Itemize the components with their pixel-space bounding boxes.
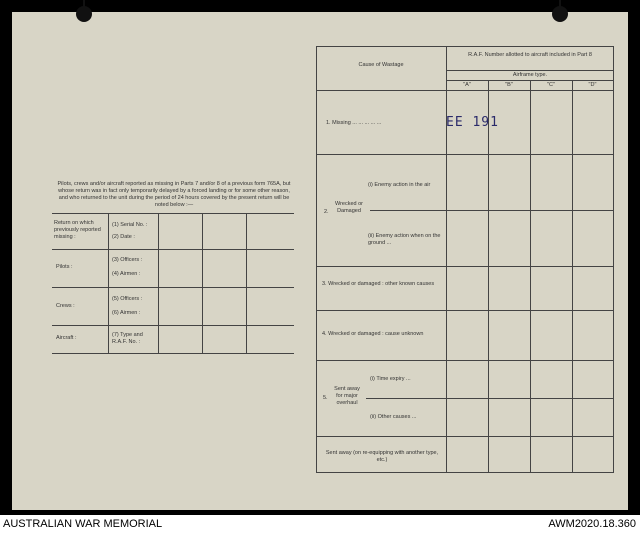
table-rule	[52, 287, 294, 288]
type-raf-label: (7) Type and R.A.F. No. :	[112, 332, 143, 345]
table-rule	[530, 80, 531, 472]
wrecked-unknown-label: 4. Wrecked or damaged : cause unknown	[322, 331, 424, 337]
table-rule	[316, 266, 614, 267]
wrecked-number: 2.	[324, 209, 329, 215]
col-a-header: "A"	[463, 82, 471, 88]
airframe-type-header: Airframe type.	[512, 72, 548, 78]
table-rule	[316, 46, 614, 47]
officers-label: (5) Officers :	[112, 296, 143, 302]
table-rule	[366, 398, 614, 399]
raf-header: R.A.F. Number allotted to aircraft included in Part 8	[468, 52, 592, 58]
table-rule	[488, 80, 489, 472]
table-rule	[316, 154, 614, 155]
other-causes-label: (ii) Other causes ...	[370, 414, 417, 420]
crews-label: Crews :	[56, 303, 75, 309]
wrecked-label: Wrecked or Damaged	[334, 201, 364, 214]
aircraft-label: Aircraft :	[56, 335, 77, 341]
handwritten-entry: EE 191	[446, 115, 499, 130]
table-rule	[316, 360, 614, 361]
missing-label: 1. Missing ... ... ... ... ...	[326, 120, 382, 126]
footer-left: AUSTRALIAN WAR MEMORIAL	[3, 518, 163, 530]
sent-overhaul-label: Sent away for major overhaul	[334, 386, 360, 406]
punch-hole	[552, 6, 568, 22]
table-rule	[316, 436, 614, 437]
table-rule	[572, 80, 573, 472]
table-rule	[316, 310, 614, 311]
officers-label: (3) Officers :	[112, 257, 143, 263]
serial-no-label: (1) Serial No. :	[112, 222, 148, 228]
table-rule	[108, 213, 109, 353]
enemy-ground-label: (ii) Enemy action when on the ground ...	[368, 233, 441, 246]
table-rule	[202, 213, 203, 353]
table-rule	[613, 46, 614, 472]
airmen-label: (6) Airmen :	[112, 310, 141, 316]
time-expiry-label: (i) Time expiry ...	[370, 376, 411, 382]
table-rule	[158, 213, 159, 353]
table-rule	[370, 210, 614, 211]
table-rule	[316, 472, 614, 473]
table-rule	[52, 353, 294, 354]
punch-hole	[76, 6, 92, 22]
date-label: (2) Date :	[112, 234, 135, 240]
table-rule	[446, 46, 447, 472]
pilots-label: Pilots :	[56, 264, 73, 270]
col-b-header: "B"	[505, 82, 513, 88]
table-rule	[446, 70, 614, 71]
enemy-air-label: (i) Enemy action in the air	[368, 182, 431, 188]
return-label: Return on which previously reported missing :	[54, 220, 101, 240]
cause-header: Cause of Wastage	[358, 62, 404, 68]
table-rule	[316, 46, 317, 472]
table-rule	[52, 213, 294, 214]
table-rule	[52, 325, 294, 326]
sent-number: 5.	[323, 395, 328, 401]
col-c-header: "C"	[547, 82, 555, 88]
footer-right: AWM2020.18.360	[548, 518, 636, 530]
airmen-label: (4) Airmen :	[112, 271, 141, 277]
table-rule	[52, 249, 294, 250]
sent-reequip-label: Sent away (on re-equipping with another type, etc.)	[325, 450, 439, 463]
intro-text: Pilots, crews and/or aircraft reported as missing in Parts 7 and/or 8 of a previous form 765A, but whose return was in fact only temporarily delayed by a forced landing or for some other reason, and who returned to the unit during the period of 24 hours covered by the present return will be noted below :—	[57, 181, 291, 208]
table-rule	[246, 213, 247, 353]
col-d-header: "D"	[588, 82, 597, 88]
archive-footer	[0, 515, 640, 535]
table-rule	[316, 90, 614, 91]
wrecked-other-label: 3. Wrecked or damaged : other known causes	[322, 281, 435, 287]
